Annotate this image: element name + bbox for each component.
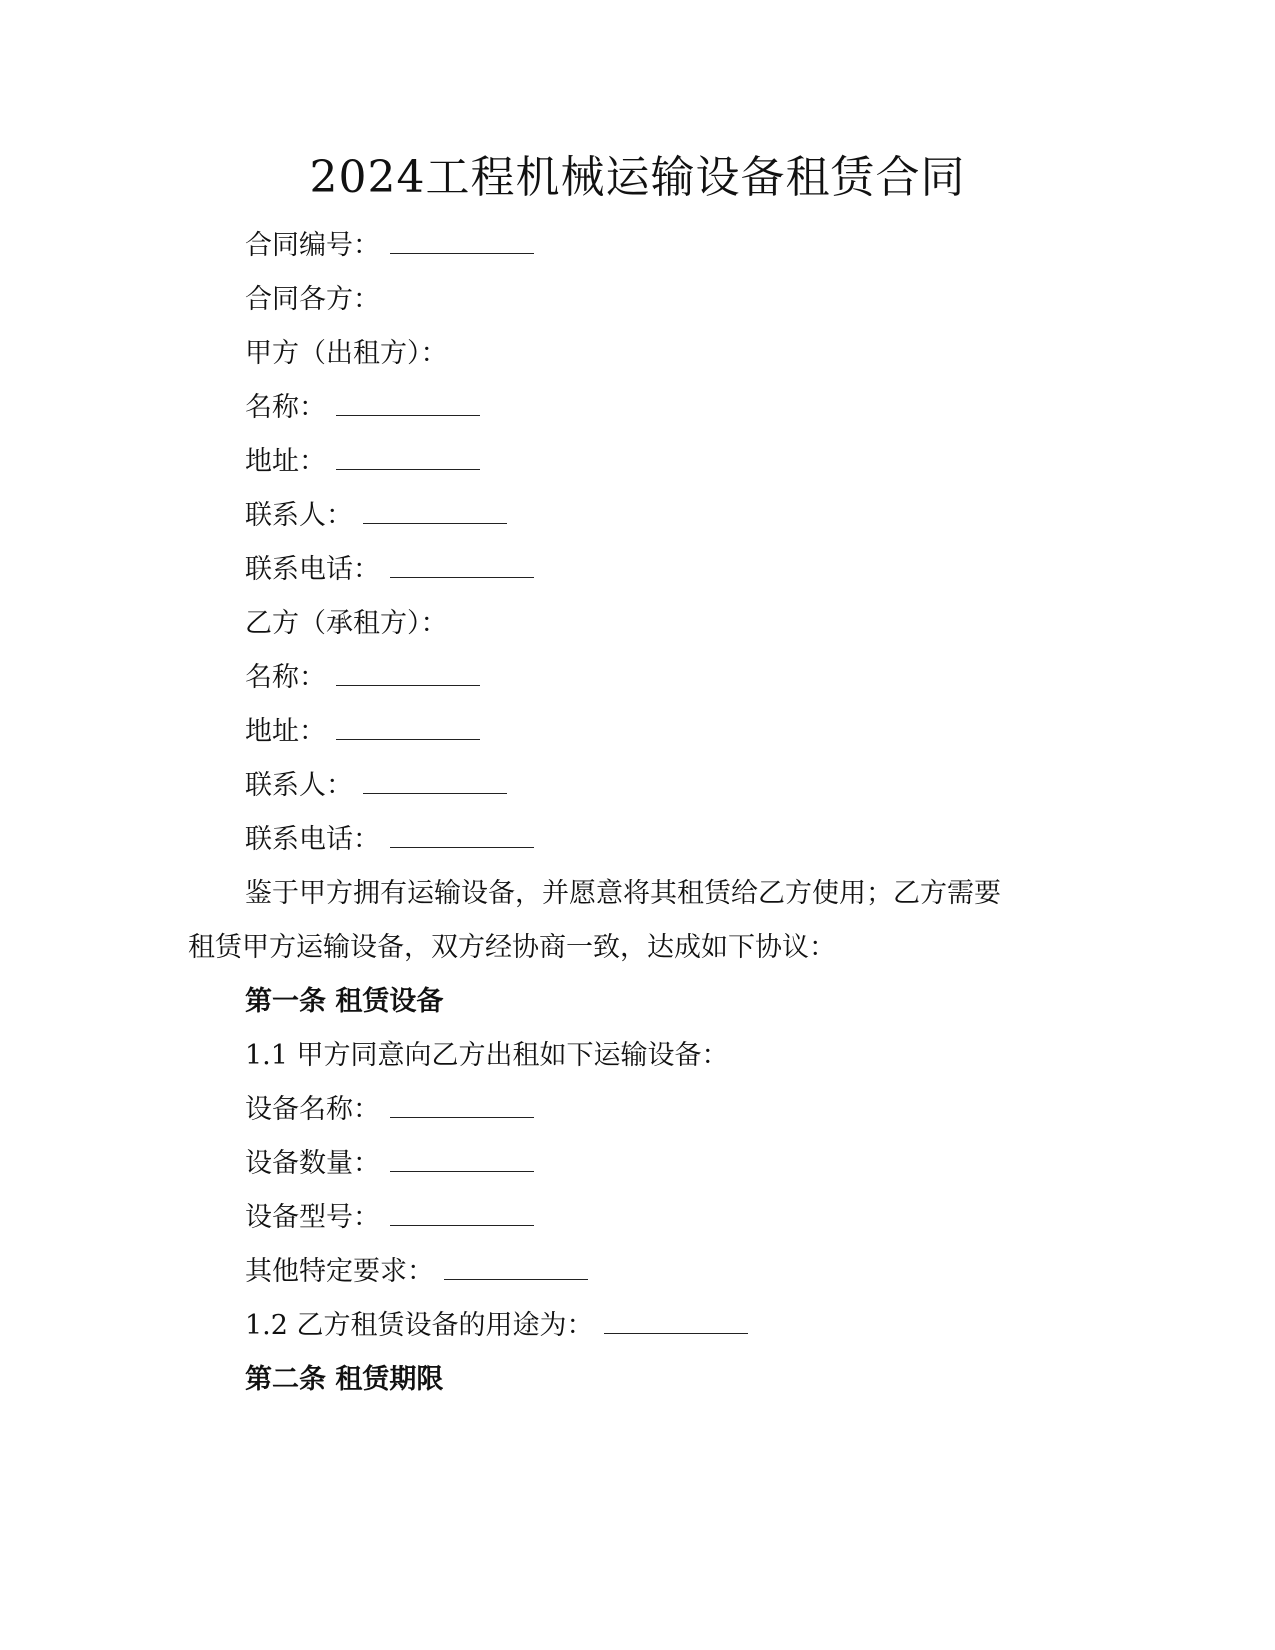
article-1-heading: 第一条 租赁设备: [245, 986, 444, 1017]
party-b-contact-label: 联系人：: [245, 770, 353, 801]
party-b-address-blank: [336, 715, 480, 740]
article-2-heading: 第二条 租赁期限: [245, 1364, 444, 1395]
party-a-phone-blank: [390, 553, 534, 578]
party-a-heading: [245, 336, 448, 372]
clause-1-2-label: 1.2 乙方租赁设备的用途为：: [245, 1310, 594, 1341]
party-b-phone-label: 联系电话：: [245, 824, 380, 855]
party-a-name-line: [245, 390, 480, 426]
party-b-contact-line: [245, 768, 507, 804]
party-a-address-label: 地址：: [245, 446, 326, 477]
special-requirements-line: [245, 1254, 588, 1290]
contract-number-label: 合同编号：: [245, 230, 380, 261]
party-b-address-label: 地址：: [245, 716, 326, 747]
equipment-name-label: 设备名称：: [245, 1094, 380, 1125]
clause-1-1-text: 1.1 甲方同意向乙方出租如下运输设备：: [245, 1040, 729, 1071]
special-requirements-label: 其他特定要求：: [245, 1256, 434, 1287]
party-b-name-line: [245, 660, 480, 696]
party-a-phone-line: [245, 552, 534, 588]
parties-label: 合同各方：: [245, 284, 380, 315]
equipment-model-line: [245, 1200, 534, 1236]
party-a-name-label: 名称：: [245, 392, 326, 423]
party-b-label: 乙方（承租方）：: [245, 608, 448, 639]
party-a-address-blank: [336, 445, 480, 470]
party-a-contact-blank: [363, 499, 507, 524]
contract-number-blank: [390, 229, 534, 254]
document-title: 2024工程机械运输设备租赁合同: [309, 152, 966, 203]
equipment-quantity-label: 设备数量：: [245, 1148, 380, 1179]
party-a-contact-label: 联系人：: [245, 500, 353, 531]
special-requirements-blank: [444, 1255, 588, 1280]
party-a-phone-label: 联系电话：: [245, 554, 380, 585]
equipment-model-label: 设备型号：: [245, 1202, 380, 1233]
recital-paragraph-line-1: 鉴于甲方拥有运输设备，并愿意将其租赁给乙方使用；乙方需要: [245, 878, 1001, 909]
equipment-name-line: [245, 1092, 534, 1128]
party-a-label: 甲方（出租方）：: [245, 338, 448, 369]
party-b-heading: [245, 606, 448, 642]
equipment-name-blank: [390, 1093, 534, 1118]
party-b-contact-blank: [363, 769, 507, 794]
equipment-quantity-blank: [390, 1147, 534, 1172]
party-a-name-blank: [336, 391, 480, 416]
party-b-address-line: [245, 714, 480, 750]
equipment-model-blank: [390, 1201, 534, 1226]
parties-heading: [245, 282, 380, 318]
equipment-quantity-line: [245, 1146, 534, 1182]
party-b-name-blank: [336, 661, 480, 686]
party-a-address-line: [245, 444, 480, 480]
contract-number-line: [245, 228, 534, 264]
party-b-name-label: 名称：: [245, 662, 326, 693]
party-b-phone-blank: [390, 823, 534, 848]
clause-1-2-blank: [604, 1309, 748, 1334]
party-b-phone-line: [245, 822, 534, 858]
recital-paragraph-line-2: 租赁甲方运输设备，双方经协商一致，达成如下协议：: [188, 932, 836, 963]
clause-1-2-line: [245, 1308, 748, 1344]
party-a-contact-line: [245, 498, 507, 534]
